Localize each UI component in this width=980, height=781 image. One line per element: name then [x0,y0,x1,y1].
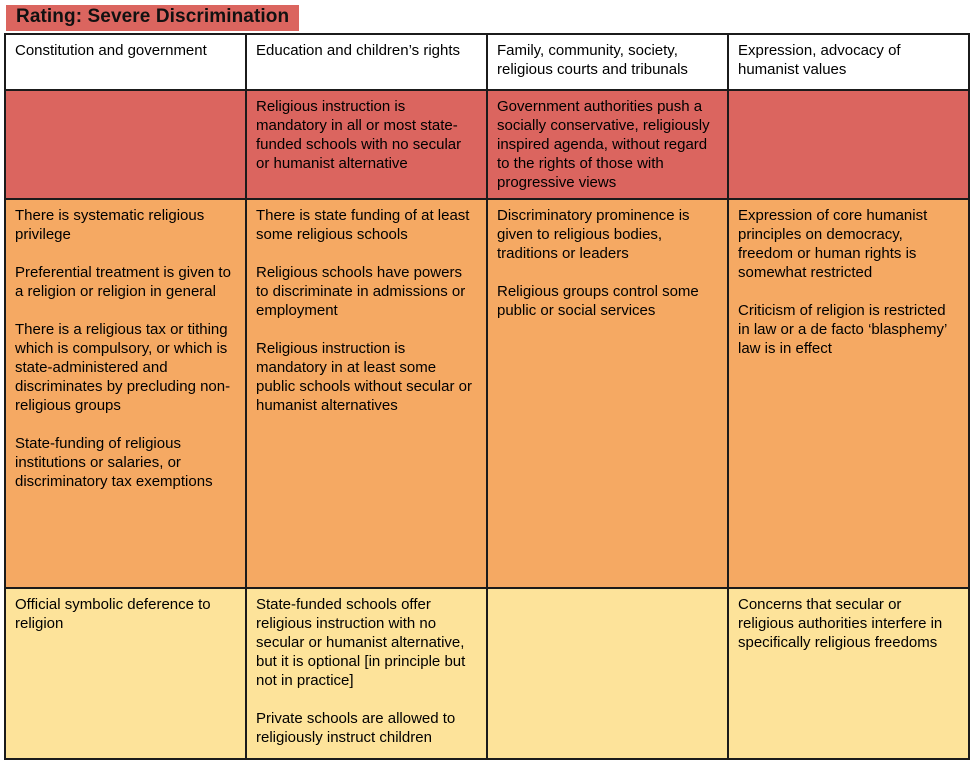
criterion-text: Religious schools have powers to discriminate in admissions or employment [256,264,466,319]
criterion-text: Criticism of religion is restricted in law or a de facto ‘blasphemy’ law is in effect [738,302,947,357]
criterion-text: Religious instruction is mandatory in all or most state-funded schools with no secular or humanist alternative [256,98,462,172]
criterion-text: State-funding of religious institutions or salaries, or discriminatory tax exemptions [15,435,213,490]
criterion-text: There is systematic religious privilege [15,207,205,243]
cell-concerns-col4 [728,588,969,759]
cell-severe-col3 [487,90,728,199]
criterion-text: Discriminatory prominence is given to religious bodies, traditions or leaders [497,207,690,262]
cell-severe-col1 [5,90,246,199]
criterion-text: There is a religious tax or tithing which is compulsory, or which is state-administered and discriminates by precluding non-religious groups [15,321,231,414]
cell-systemic-col2 [246,199,487,588]
column-header-education-childrens-rights: Education and children’s rights [246,34,487,90]
column-header-expression-advocacy: Expression, advocacy of humanist values [728,34,969,90]
table-header [5,34,969,90]
column-header-constitution-government: Constitution and government [5,34,246,90]
cell-concerns-col1 [5,588,246,759]
criterion-text: Religious instruction is mandatory in at least some public schools without secular or humanist alternatives [256,340,472,414]
column-header-family-community-society: Family, community, society, religious courts and tribunals [487,34,728,90]
rating-title: Rating: Severe Discrimination [6,5,299,31]
cell-severe-col2 [246,90,487,199]
row-concerns [5,588,969,759]
criterion-text: Private schools are allowed to religiously instruct children [256,710,456,746]
cell-concerns-col3 [487,588,728,759]
criterion-text: Preferential treatment is given to a religion or religion in general [15,264,231,300]
cell-systemic-col3 [487,199,728,588]
criterion-text: There is state funding of at least some religious schools [256,207,470,243]
criterion-text: Official symbolic deference to religion [15,596,211,632]
header-row [5,34,969,90]
row-systemic [5,199,969,588]
criterion-text: Concerns that secular or religious authorities interfere in specifically religious freedoms [738,596,943,651]
cell-severe-col4 [728,90,969,199]
criterion-text: Religious groups control some public or social services [497,283,699,319]
cell-concerns-col2 [246,588,487,759]
rating-table-body [5,90,969,759]
criterion-text: Government authorities push a socially conservative, religiously inspired agenda, without regard to the rights of those with progressive views [497,98,710,191]
rating-criteria-table [4,33,970,760]
row-severe [5,90,969,199]
criterion-text: State-funded schools offer religious instruction with no secular or humanist alternative, but it is optional [in principle but not in practice] [256,596,466,689]
cell-systemic-col1 [5,199,246,588]
cell-systemic-col4 [728,199,969,588]
criterion-text: Expression of core humanist principles on democracy, freedom or human rights is somewhat restricted [738,207,928,281]
